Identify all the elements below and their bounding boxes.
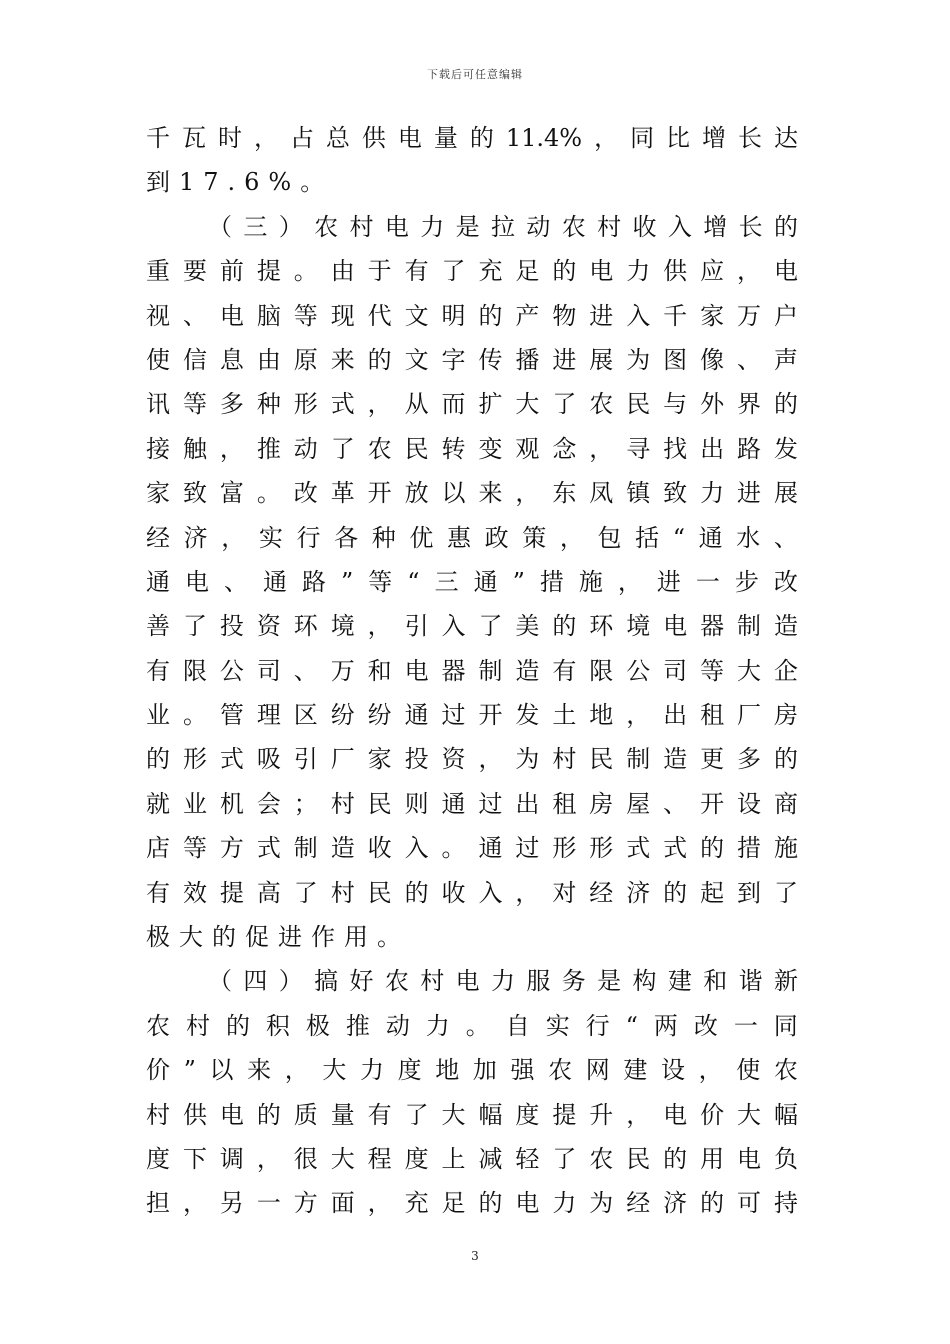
text-line: （ 四 ） 搞 好 农 村 电 力 服 务 是 构 建 和 谐 新 xyxy=(208,967,798,996)
text-line: 视 、 电 脑 等 现 代 文 明 的 产 物 进 入 千 家 万 户 xyxy=(146,301,798,330)
text-line: 度 下 调 ， 很 大 程 度 上 减 轻 了 农 民 的 用 电 负 xyxy=(146,1144,798,1173)
text-line: 的 形 式 吸 引 厂 家 投 资 ， 为 村 民 制 造 更 多 的 xyxy=(146,745,798,774)
text-line: 到17.6%。 xyxy=(146,168,334,197)
text-line: 担 ， 另 一 方 面 ， 充 足 的 电 力 为 经 济 的 可 持 xyxy=(146,1189,798,1218)
page-header: 下载后可任意编辑 xyxy=(427,68,523,81)
text-line: 讯 等 多 种 形 式 ， 从 而 扩 大 了 农 民 与 外 界 的 xyxy=(146,390,798,419)
text-line: （ 三 ） 农 村 电 力 是 拉 动 农 村 收 入 增 长 的 xyxy=(208,212,798,241)
text-line: 村 供 电 的 质 量 有 了 大 幅 度 提 升 ， 电 价 大 幅 xyxy=(146,1100,798,1129)
text-line: 农 村 的 积 极 推 动 力 。 自 实 行 “ 两 改 一 同 xyxy=(146,1011,798,1040)
text-line: 就 业 机 会 ； 村 民 则 通 过 出 租 房 屋 、 开 设 商 xyxy=(146,789,798,818)
text-line: 家 致 富 。 改 革 开 放 以 来 ， 东 凤 镇 致 力 进 展 xyxy=(146,479,798,508)
text-line: 有 限 公 司 、 万 和 电 器 制 造 有 限 公 司 等 大 企 xyxy=(146,656,798,685)
text-line: 经 济 ， 实 行 各 种 优 惠 政 策 ， 包 括 “ 通 水 、 xyxy=(146,523,798,552)
body-text xyxy=(146,116,798,1226)
text-line: 千 瓦 时 ， 占 总 供 电 量 的 11.4% ， 同 比 增 长 达 xyxy=(146,124,798,152)
text-line: 店 等 方 式 制 造 收 入 。 通 过 形 形 式 式 的 措 施 xyxy=(146,834,798,863)
text-line: 有 效 提 高 了 村 民 的 收 入 ， 对 经 济 的 起 到 了 xyxy=(146,878,798,907)
text-line: 通 电 、 通 路 ” 等 “ 三 通 ” 措 施 ， 进 一 步 改 xyxy=(146,567,798,596)
text-line: 接 触 ， 推 动 了 农 民 转 变 观 念 ， 寻 找 出 路 发 xyxy=(146,434,798,463)
page-number: 3 xyxy=(471,1249,479,1263)
text-line: 价 ” 以 来 ， 大 力 度 地 加 强 农 网 建 设 ， 使 农 xyxy=(146,1056,798,1085)
text-line: 业 。 管 理 区 纷 纷 通 过 开 发 土 地 ， 出 租 厂 房 xyxy=(146,701,798,730)
text-line: 重 要 前 提 。 由 于 有 了 充 足 的 电 力 供 应 ， 电 xyxy=(146,257,798,286)
text-line: 使 信 息 由 原 来 的 文 字 传 播 进 展 为 图 像 、 声 xyxy=(146,345,798,374)
text-line: 极大的促进作用。 xyxy=(146,923,410,952)
text-line: 善 了 投 资 环 境 ， 引 入 了 美 的 环 境 电 器 制 造 xyxy=(146,612,798,641)
